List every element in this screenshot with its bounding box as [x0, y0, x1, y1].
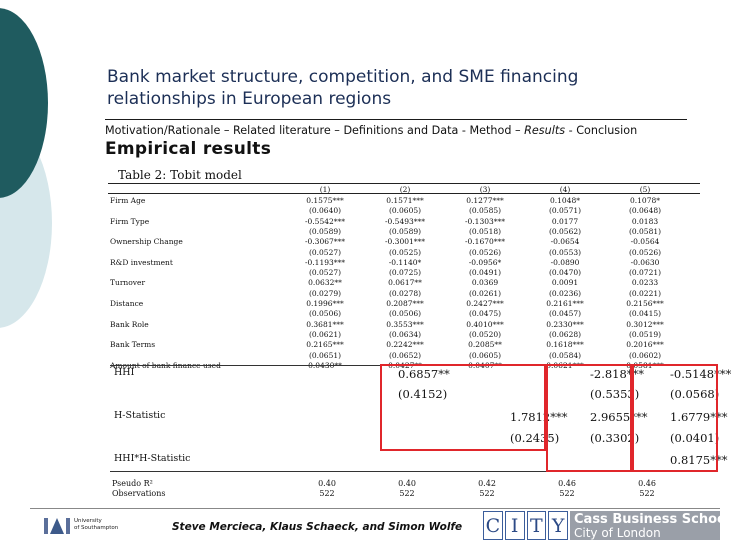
table-cell: (0.0648): [628, 206, 662, 216]
table-cell: (0.0457): [548, 309, 582, 319]
cass-business-school-logo: [570, 511, 731, 540]
table-cell: 0.46: [638, 479, 656, 488]
row-label: Turnover: [110, 278, 146, 288]
table-cell: (0.0526): [468, 247, 502, 257]
table-cell: 1.7812***: [510, 410, 568, 424]
table-cell: (0.0415): [628, 309, 662, 319]
column-header: (2): [399, 185, 411, 194]
city-logo-letter: Y: [548, 511, 568, 540]
table-row: [108, 248, 700, 258]
table-cell: (0.0721): [628, 268, 662, 278]
row-label: Ownership Change: [110, 237, 183, 247]
row-label: Distance: [110, 299, 144, 308]
table-cell: 0.0183: [631, 216, 659, 226]
table-cell: -0.0956*: [468, 257, 502, 267]
row-label: H-Statistic: [114, 410, 166, 421]
table-cell: 0.1048*: [550, 196, 580, 205]
table-row: [108, 320, 700, 330]
table-cell: (0.0553): [548, 247, 582, 257]
table-cell: 0.1277***: [466, 196, 504, 205]
table-cell: -0.5493***: [384, 216, 426, 226]
table-row: [108, 278, 700, 288]
table-cell: (0.0634): [388, 329, 422, 339]
table-row: [108, 258, 700, 268]
table-cell: (0.2435): [510, 431, 560, 445]
table-cell: -0.0564: [630, 237, 660, 247]
table-cell: (0.5353): [590, 387, 640, 401]
table-cell: (0.0628): [548, 329, 582, 339]
table-cell: -0.1670***: [464, 237, 506, 247]
table-cell: (0.0585): [468, 206, 502, 216]
table-cell: 0.2016***: [626, 340, 664, 350]
table-cell: (0.0491): [468, 268, 502, 278]
table-cell: (0.0520): [468, 329, 502, 339]
row-label: Amount of bank finance used: [110, 360, 221, 370]
table-cell: 0.0430**: [308, 360, 342, 370]
table-cell: (0.0605): [388, 206, 422, 216]
table-cell: (0.0519): [628, 329, 662, 339]
table-cell: 0.6857**: [398, 367, 450, 381]
table-cell: 0.2165***: [306, 340, 344, 350]
table-row: [108, 309, 700, 319]
table-cell: 522: [639, 489, 655, 498]
table-cell: 0.1575***: [306, 196, 344, 205]
row-label: Firm Age: [110, 196, 146, 205]
table-cell: 0.0632**: [308, 278, 342, 288]
table-cell: (0.0525): [388, 247, 422, 257]
table-cell: 0.1571***: [386, 196, 424, 205]
slide-decoration: [0, 0, 110, 400]
breadcrumb-current: Results: [524, 124, 566, 137]
table-cell: 0.8175***: [670, 453, 728, 467]
footer-divider: [30, 508, 720, 509]
table-row: [108, 289, 700, 299]
row-label: Firm Type: [110, 216, 150, 226]
table-cell: 0.40: [398, 479, 416, 488]
table-cell: 522: [319, 489, 335, 498]
table-cell: 1.6779***: [670, 410, 728, 424]
table-row: [110, 479, 710, 489]
table-cell: 0.2330***: [546, 319, 584, 329]
table-cell: -0.0654: [550, 237, 580, 247]
table-cell: (0.0506): [388, 309, 422, 319]
table-cell: 0.2427***: [466, 299, 504, 308]
table-cell: 0.3012***: [626, 319, 664, 329]
table-row: [108, 268, 700, 278]
table-row: [110, 489, 710, 499]
table-cell: 0.2161***: [546, 299, 584, 308]
table-cell: 0.0369: [471, 278, 499, 288]
table-cell: 0.2156***: [626, 299, 664, 308]
table-caption: Table 2: Tobit model: [118, 168, 242, 182]
table-cell: (0.0568): [670, 387, 720, 401]
table-cell: 522: [479, 489, 495, 498]
row-label: R&D investment: [110, 257, 173, 267]
table-cell: 0.40: [318, 479, 336, 488]
table-cell: (0.0605): [468, 350, 502, 360]
table-cell: -0.5148***: [670, 367, 731, 381]
city-logo-letter: T: [527, 511, 547, 540]
table-cell: (0.0640): [308, 206, 342, 216]
column-header: (4): [559, 185, 571, 194]
table-cell: (0.0571): [548, 206, 582, 216]
table-cell: (0.0527): [308, 268, 342, 278]
table-row: [108, 196, 700, 206]
table-cell: (0.0584): [548, 350, 582, 360]
cass-subtitle: City of London: [574, 526, 661, 540]
table-row: [108, 237, 700, 247]
row-label: Observations: [112, 489, 166, 498]
table-cell: 0.0407**: [468, 360, 502, 370]
table-cell: 0.0621***: [546, 360, 584, 370]
highlight-box-col4: [546, 364, 632, 472]
table-cell: (0.0725): [388, 268, 422, 278]
highlight-box-hhi-hstat: [380, 364, 546, 451]
table-cell: (0.0261): [468, 288, 502, 298]
table-cell: (0.0475): [468, 309, 502, 319]
table-cell: 0.1996***: [306, 299, 344, 308]
table-cell: -0.0630: [630, 257, 660, 267]
table-cell: 0.3681***: [306, 319, 344, 329]
table-cell: 0.42: [478, 479, 496, 488]
table-cell: 0.0581***: [626, 360, 664, 370]
table-cell: (0.3302): [590, 431, 640, 445]
table-cell: 522: [559, 489, 575, 498]
slide-title: Bank market structure, competition, and SME financing relationships in European regions: [107, 67, 579, 109]
cass-name: Cass Business School: [574, 512, 731, 527]
table-row: [108, 299, 700, 309]
table-cell: -0.3001***: [384, 237, 426, 247]
table-cell: -2.818***: [590, 367, 645, 381]
breadcrumb-before: Motivation/Rationale – Related literature – Definitions and Data - Method –: [105, 124, 525, 137]
row-label: Bank Terms: [110, 340, 156, 350]
table-cell: (0.4152): [398, 387, 448, 401]
table-cell: 0.4010***: [466, 319, 504, 329]
breadcrumb: [105, 124, 637, 137]
table-cell: (0.0518): [468, 226, 502, 236]
row-label: HHI*H-Statistic: [114, 453, 191, 464]
row-label: Pseudo R²: [112, 479, 153, 488]
table-cell: (0.0278): [388, 288, 422, 298]
table-cell: -0.0890: [550, 257, 580, 267]
table-cell: 0.3553***: [386, 319, 424, 329]
highlight-box-col5: [632, 364, 718, 472]
row-label: Bank Role: [110, 319, 149, 329]
table-row: [108, 340, 700, 350]
table-cell: (0.0621): [308, 329, 342, 339]
university-line1: University: [74, 518, 102, 524]
table-cell: (0.0562): [548, 226, 582, 236]
table-row: [108, 217, 700, 227]
table-cell: 2.9655***: [590, 410, 648, 424]
table-cell: (0.0470): [548, 268, 582, 278]
authors: Steve Mercieca, Klaus Schaeck, and Simon Wolfe: [172, 521, 463, 533]
table-cell: (0.0401): [670, 431, 720, 445]
table-cell: (0.0651): [308, 350, 342, 360]
university-name: [74, 518, 118, 531]
table-row: [108, 206, 700, 216]
city-logo-letter: C: [483, 511, 503, 540]
column-header: (5): [639, 185, 651, 194]
table-cell: -0.1193***: [304, 257, 346, 267]
table-row: [108, 330, 700, 340]
table-cell: (0.0652): [388, 350, 422, 360]
table-cell: 0.1078*: [630, 196, 660, 205]
column-header: (3): [479, 185, 491, 194]
table-cell: 0.0091: [551, 278, 579, 288]
column-header: (1): [319, 185, 331, 194]
table-cell: 0.2087***: [386, 299, 424, 308]
table-cell: 0.0427**: [388, 360, 422, 370]
table-cell: 0.46: [558, 479, 576, 488]
breadcrumb-after: - Conclusion: [565, 124, 638, 137]
city-logo-letter: I: [505, 511, 525, 540]
table-cell: (0.0602): [628, 350, 662, 360]
table-cell: (0.0526): [628, 247, 662, 257]
table-row: [108, 351, 700, 361]
section-heading: Empirical results: [105, 139, 272, 159]
table-rule: [108, 183, 700, 184]
university-line2: of Southampton: [74, 524, 119, 531]
table-cell: -0.3067***: [304, 237, 346, 247]
table-cell: (0.0581): [628, 226, 662, 236]
table-cell: (0.0506): [308, 309, 342, 319]
table-row: [108, 227, 700, 237]
table-cell: (0.0236): [548, 288, 582, 298]
table-cell: 0.2085**: [468, 340, 502, 350]
university-crest-icon: [44, 516, 70, 536]
table-cell: (0.0589): [388, 226, 422, 236]
table-cell: -0.5542***: [304, 216, 346, 226]
city-logo: [483, 511, 568, 540]
table-cell: 0.2242***: [386, 340, 424, 350]
table-cell: (0.0221): [628, 288, 662, 298]
row-label: HHI: [114, 367, 135, 378]
table-cell: 0.1618***: [546, 340, 584, 350]
table-cell: 0.0233: [631, 278, 659, 288]
table-cell: 522: [399, 489, 415, 498]
table-cell: (0.0527): [308, 247, 342, 257]
title-divider: [105, 119, 687, 120]
university-logo: [44, 516, 144, 536]
table-cell: -0.1303***: [464, 216, 506, 226]
table-cell: (0.0279): [308, 288, 342, 298]
table-cell: 0.0177: [551, 216, 579, 226]
table-cell: 0.0617**: [388, 278, 422, 288]
table-cell: (0.0589): [308, 226, 342, 236]
table-cell: -0.1140*: [388, 257, 422, 267]
